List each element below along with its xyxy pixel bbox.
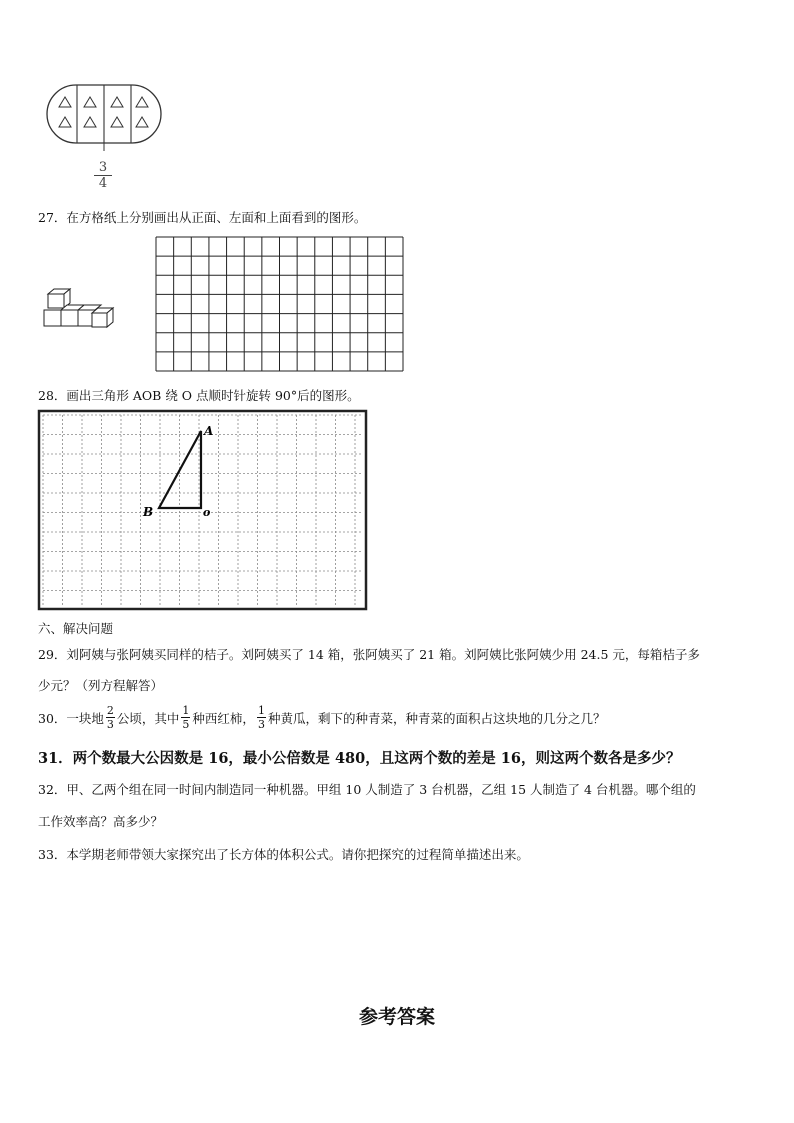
triangle-icon [84, 97, 96, 107]
triangle-aob [159, 431, 201, 508]
triangle-icon [84, 117, 96, 127]
question-28: 28．画出三角形 AOB 绕 O 点顺时针旋转 90°后的图形。 [38, 388, 360, 403]
answer-section-title: 参考答案 [358, 1006, 435, 1028]
q30-part3: 种西红柿， [192, 710, 255, 726]
fraction-denominator: 4 [94, 175, 112, 191]
triangle-icon [136, 97, 148, 107]
question-29-line2: 少元？（列方程解答） [38, 678, 164, 693]
fraction-1-3: $\frac{1}{3}$ [257, 704, 265, 731]
grid-paper-q28 [37, 409, 370, 614]
triangle-icon [111, 117, 123, 127]
q30-part2: 公顷，其中 [116, 710, 180, 726]
q30-part4: 种黄瓜，剩下的种青菜，种青菜的面积占这块地的几分之几？ [267, 710, 606, 726]
oval-triangles-figure [44, 82, 164, 152]
triangle-icon [136, 117, 148, 127]
question-31: 31．两个数最大公因数是 16，最小公倍数是 480，且这两个数的差是 16，则这两个数各是多少？ [38, 750, 681, 767]
section-6-title: 六、解决问题 [38, 621, 114, 636]
label-o: o [203, 506, 211, 519]
label-a: A [204, 424, 214, 438]
question-32-line1: 32．甲、乙两个组在同一时间内制造同一种机器。甲组 10 人制造了 3 台机器，乙组 15 人制造了 4 台机器。哪个组的 [38, 782, 696, 797]
triangle-icon [59, 97, 71, 107]
fraction-2-3: $\frac{2}{3}$ [106, 704, 114, 731]
top-fraction [94, 160, 112, 191]
cube-stack-figure [40, 288, 120, 330]
fraction-numerator: 3 [98, 160, 108, 175]
question-30 [38, 704, 605, 731]
question-32-line2: 工作效率高？高多少？ [38, 814, 164, 829]
question-27: 27．在方格纸上分别画出从正面、左面和上面看到的图形。 [38, 210, 367, 225]
question-29-line1: 29．刘阿姨与张阿姨买同样的桔子。刘阿姨买了 14 箱，张阿姨买了 21 箱。刘阿姨比张阿姨少用 24.5 元，每箱桔子多 [38, 647, 700, 662]
fraction-1-5: $\frac{1}{5}$ [182, 704, 190, 731]
question-33: 33．本学期老师带领大家探究出了长方体的体积公式。请你把探究的过程简单描述出来。 [38, 847, 529, 862]
label-b: B [143, 505, 154, 519]
triangle-icon [59, 117, 71, 127]
triangle-icon [111, 97, 123, 107]
q30-part1: 30．一块地 [38, 710, 104, 726]
grid-paper-q27 [155, 236, 405, 374]
